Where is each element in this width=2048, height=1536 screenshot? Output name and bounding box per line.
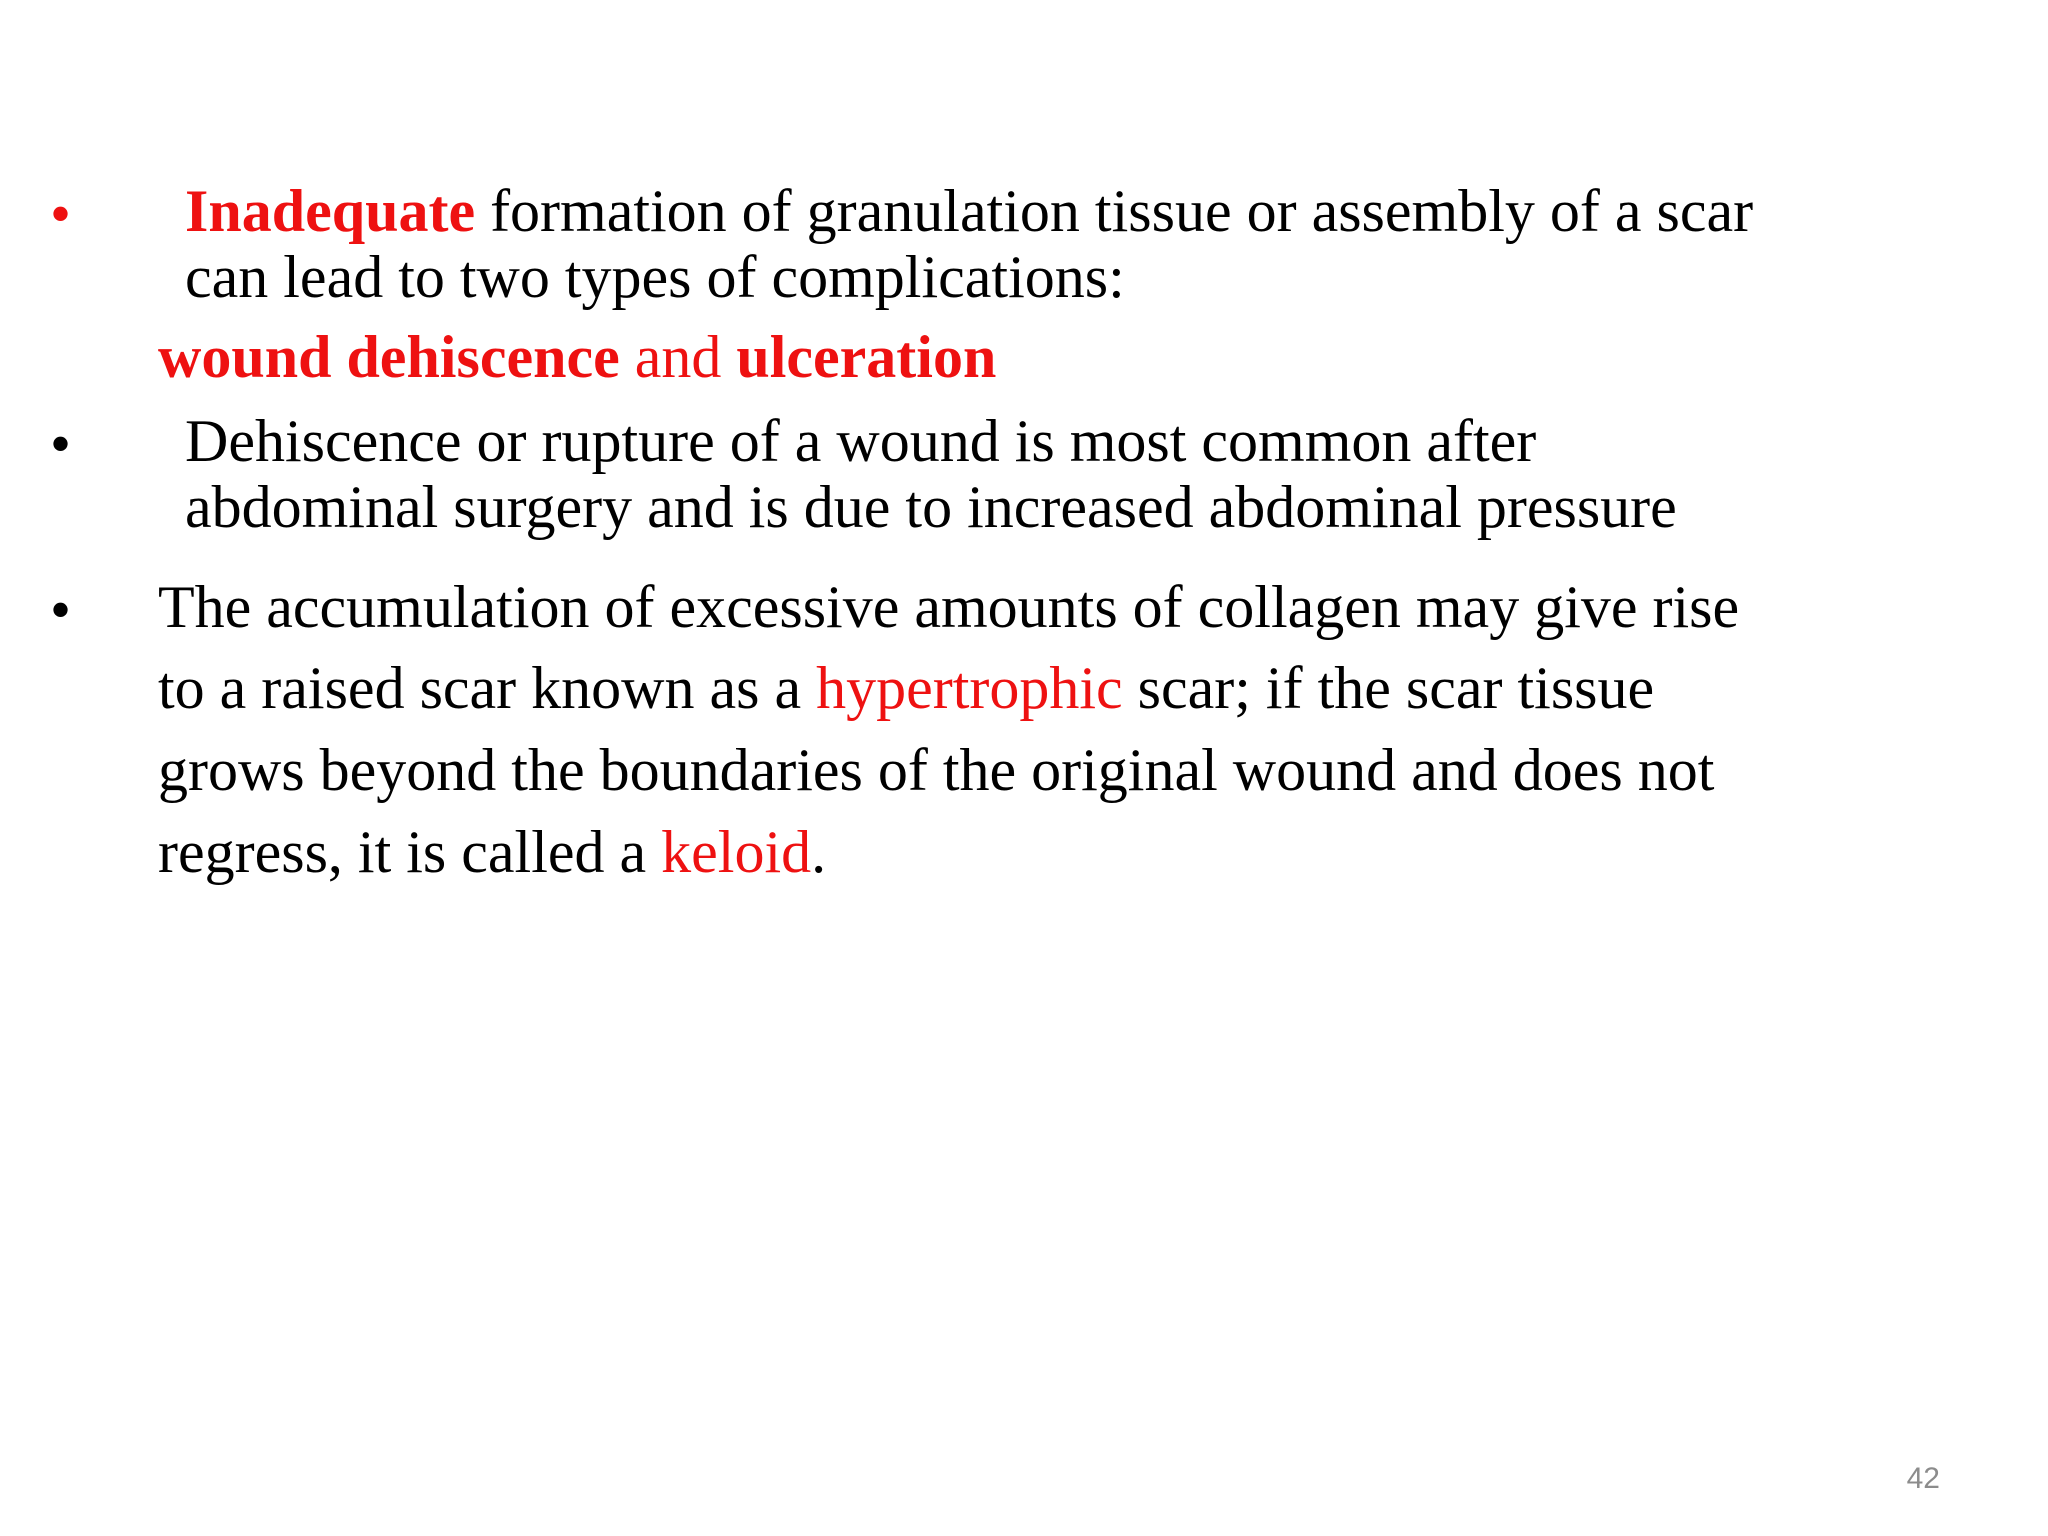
- item1-line1-rest: formation of granulation tissue or assembly of a scar: [475, 178, 1754, 244]
- page-number: 42: [1906, 1462, 1940, 1495]
- item3-line4-post: .: [811, 819, 827, 885]
- item3-line1: The accumulation of excessive amounts of collagen may give rise: [158, 574, 1740, 640]
- item3-line2-post: scar; if the scar tissue: [1122, 655, 1655, 721]
- item2-line2: abdominal surgery and is due to increased abdominal pressure: [185, 474, 1677, 540]
- complications-line: [158, 324, 997, 390]
- wound-dehiscence-term: wound dehiscence: [158, 324, 620, 390]
- bullet-1: •: [50, 181, 72, 247]
- item3-line4-pre: regress, it is called a: [158, 819, 662, 885]
- bullet-2: •: [50, 411, 72, 477]
- item1-line1: [185, 178, 1754, 244]
- item3-line4: [158, 819, 827, 885]
- ulceration-term: ulceration: [736, 324, 997, 390]
- item2-line1: Dehiscence or rupture of a wound is most common after: [185, 408, 1537, 474]
- complications-joiner: and: [619, 324, 737, 390]
- item1-line2: can lead to two types of complications:: [185, 244, 1125, 310]
- item3-line2-pre: to a raised scar known as a: [158, 655, 817, 721]
- bullet-3: •: [50, 577, 72, 643]
- hypertrophic-term: hypertrophic: [816, 655, 1123, 721]
- item3-line3: grows beyond the boundaries of the original wound and does not: [158, 737, 1715, 803]
- item3-line2: [158, 655, 1655, 721]
- inadequate-term: Inadequate: [185, 178, 476, 244]
- keloid-term: keloid: [661, 819, 812, 885]
